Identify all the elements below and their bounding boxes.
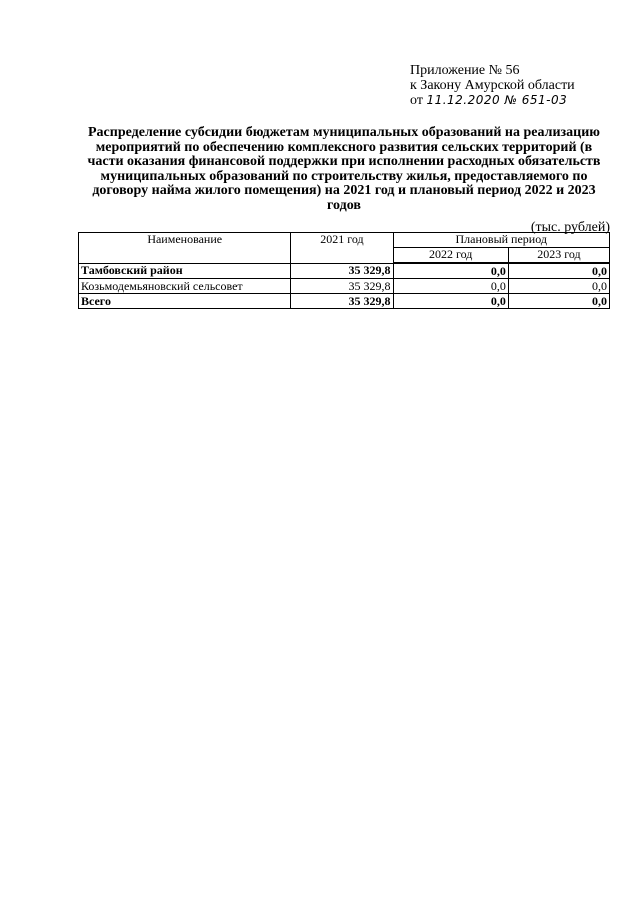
row-2022-value: 0,0: [393, 279, 508, 294]
row-2021-value: 35 329,8: [291, 294, 393, 309]
appendix-date-prefix: от: [410, 93, 423, 108]
row-name: Тамбовский район: [79, 263, 291, 279]
row-2022-value: 0,0: [393, 263, 508, 279]
row-2021-value: 35 329,8: [291, 263, 393, 279]
table-total-row: [79, 294, 610, 309]
unit-label: (тыс. рублей): [530, 220, 610, 235]
row-name: Всего: [79, 294, 291, 309]
document-title: Распределение субсидии бюджетам муниципальных образований на реализацию мероприятий по обеспечению комплексного развития сельских территорий (в части оказания финансовой поддержки при исполнении расходных обязательств муниципальных образований по строительству жилья, предоставляемого по договору найма жилого помещения) на 2021 год и плановый период 2022 и 2023 годов: [87, 125, 601, 213]
header-2023: 2023 год: [508, 248, 609, 264]
table-row: [79, 263, 610, 279]
row-2023-value: 0,0: [508, 263, 609, 279]
appendix-number: Приложение № 56: [410, 63, 520, 78]
subsidy-table: [78, 232, 610, 309]
handwritten-date-number: 11.12.2020 № 651-03: [426, 93, 568, 107]
row-2022-value: 0,0: [393, 294, 508, 309]
row-2023-value: 0,0: [508, 279, 609, 294]
header-2022: 2022 год: [393, 248, 508, 264]
table-row: [79, 279, 610, 294]
row-name: Козьмодемьяновский сельсовет: [79, 279, 291, 294]
header-name: Наименование: [79, 233, 291, 264]
appendix-date-line: [410, 93, 575, 108]
table-header-row: [79, 233, 610, 248]
row-2023-value: 0,0: [508, 294, 609, 309]
appendix-block: [410, 63, 575, 108]
header-2021: 2021 год: [291, 233, 393, 264]
appendix-law-reference: к Закону Амурской области: [410, 78, 575, 93]
row-2021-value: 35 329,8: [291, 279, 393, 294]
header-planned-period: Плановый период: [393, 233, 610, 248]
